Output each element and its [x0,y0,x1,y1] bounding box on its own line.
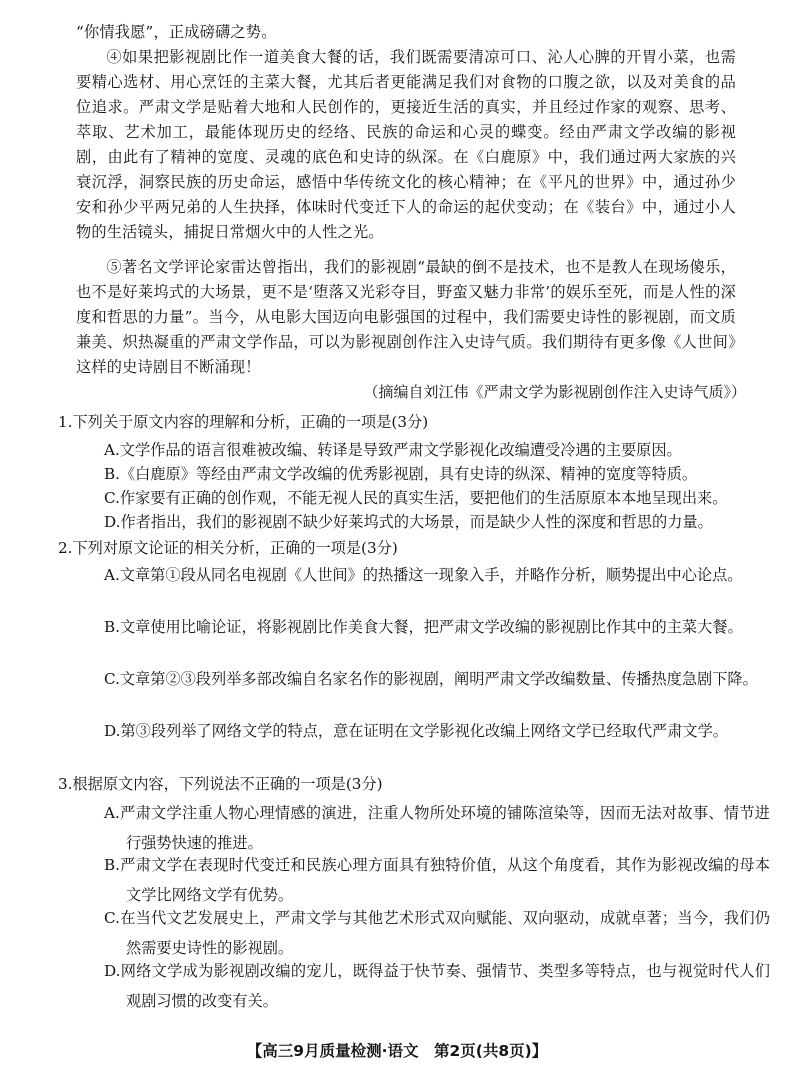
question-2-stem: 2.下列对原文论证的相关分析，正确的一项是(3分) [58,539,398,557]
question-1-option-a: A.文学作品的语言很难被改编、转译是导致严肃文学影视化改编遭受冷遇的主要原因。 [104,441,682,459]
question-2-option-a: A.文章第①段从同名电视剧《人世间》的热播这一现象入手，并略作分析，顺势提出中心论点。 [104,566,743,584]
passage-paragraph-5: ⑤著名文学评论家雷达曾指出，我们的影视剧“最缺的倒不是技术，也不是教人在现场傻乐，也不是好莱坞式的大场景，更不是‘堕落又光彩夺目，野蛮又魅力非常’的娱乐至死，而是人性的深度和哲思的力量”。当今，从电影大国迈向电影强国的过程中，我们需要史诗性的影视剧，而文质兼美、炽热凝重的严肃文学作品，可以为影视剧创作注入史诗气质。我们期待有更多像《人世间》这样的史诗剧目不断涌现！ [76,258,736,376]
question-2-option-d: D.第③段列举了网络文学的特点，意在证明在文学影视化改编上网络文学已经取代严肃文学。 [104,722,728,740]
question-3-option-b: B.严肃文学在表现时代变迁和民族心理方面具有独特价值，从这个角度看，其作为影视改编的母本文学比网络文学有优势。 [104,856,770,904]
passage-intro-line: “你情我愿”，正成磅礴之势。 [76,23,277,41]
question-3-option-a: A.严肃文学注重人物心理情感的演进，注重人物所处环境的铺陈渲染等，因而无法对故事、情节进行强势快速的推进。 [104,804,770,852]
question-3-stem: 3.根据原文内容，下列说法不正确的一项是(3分) [58,775,383,793]
question-1-option-c: C.作家要有正确的创作观，不能无视人民的真实生活，要把他们的生活原原本本地呈现出来。 [104,489,728,507]
page-footer: 【高三9月质量检测·语文 第2页(共8页)】 [246,1042,548,1060]
question-1-option-d: D.作者指出，我们的影视剧不缺少好莱坞式的大场景，而是缺少人性的深度和哲思的力量。 [104,513,713,531]
passage-source: （摘编自刘江伟《严肃文学为影视剧创作注入史诗气质》） [363,383,746,401]
question-3-option-c: C.在当代文艺发展史上，严肃文学与其他艺术形式双向赋能、双向驱动，成就卓著；当今，我们仍然需要史诗性的影视剧。 [104,909,770,957]
question-2-option-c: C.文章第②③段列举多部改编自名家名作的影视剧，阐明严肃文学改编数量、传播热度急剧下降。 [104,670,758,688]
question-2-option-b: B.文章使用比喻论证，将影视剧比作美食大餐，把严肃文学改编的影视剧比作其中的主菜大餐。 [104,618,743,636]
question-3-option-d: D.网络文学成为影视剧改编的宠儿，既得益于快节奏、强情节、类型多等特点，也与视觉时代人们观剧习惯的改变有关。 [104,962,770,1010]
passage-paragraph-4: ④如果把影视剧比作一道美食大餐的话，我们既需要清凉可口、沁人心脾的开胃小菜，也需要精心选材、用心烹饪的主菜大餐，尤其后者更能满足我们对食物的口腹之欲，以及对美食的品位追求。严肃文学是贴着大地和人民创作的，更接近生活的真实，并且经过作家的观察、思考、萃取、艺术加工，最能体现历史的经络、民族的命运和心灵的蝶变。经由严肃文学改编的影视剧，由此有了精神的宽度、灵魂的底色和史诗的纵深。在《白鹿原》中，我们通过两大家族的兴衰沉浮，洞察民族的历史命运，感悟中华传统文化的核心精神；在《平凡的世界》中，通过孙少安和孙少平两兄弟的人生抉择，体味时代变迁下人的命运的起伏变动；在《装台》中，通过小人物的生活镜头，捕捉日常烟火中的人性之光。 [76,48,736,241]
question-1-option-b: B.《白鹿原》等经由严肃文学改编的优秀影视剧，具有史诗的纵深、精神的宽度等特质。 [104,465,698,483]
question-1-stem: 1.下列关于原文内容的理解和分析，正确的一项是(3分) [58,413,429,431]
